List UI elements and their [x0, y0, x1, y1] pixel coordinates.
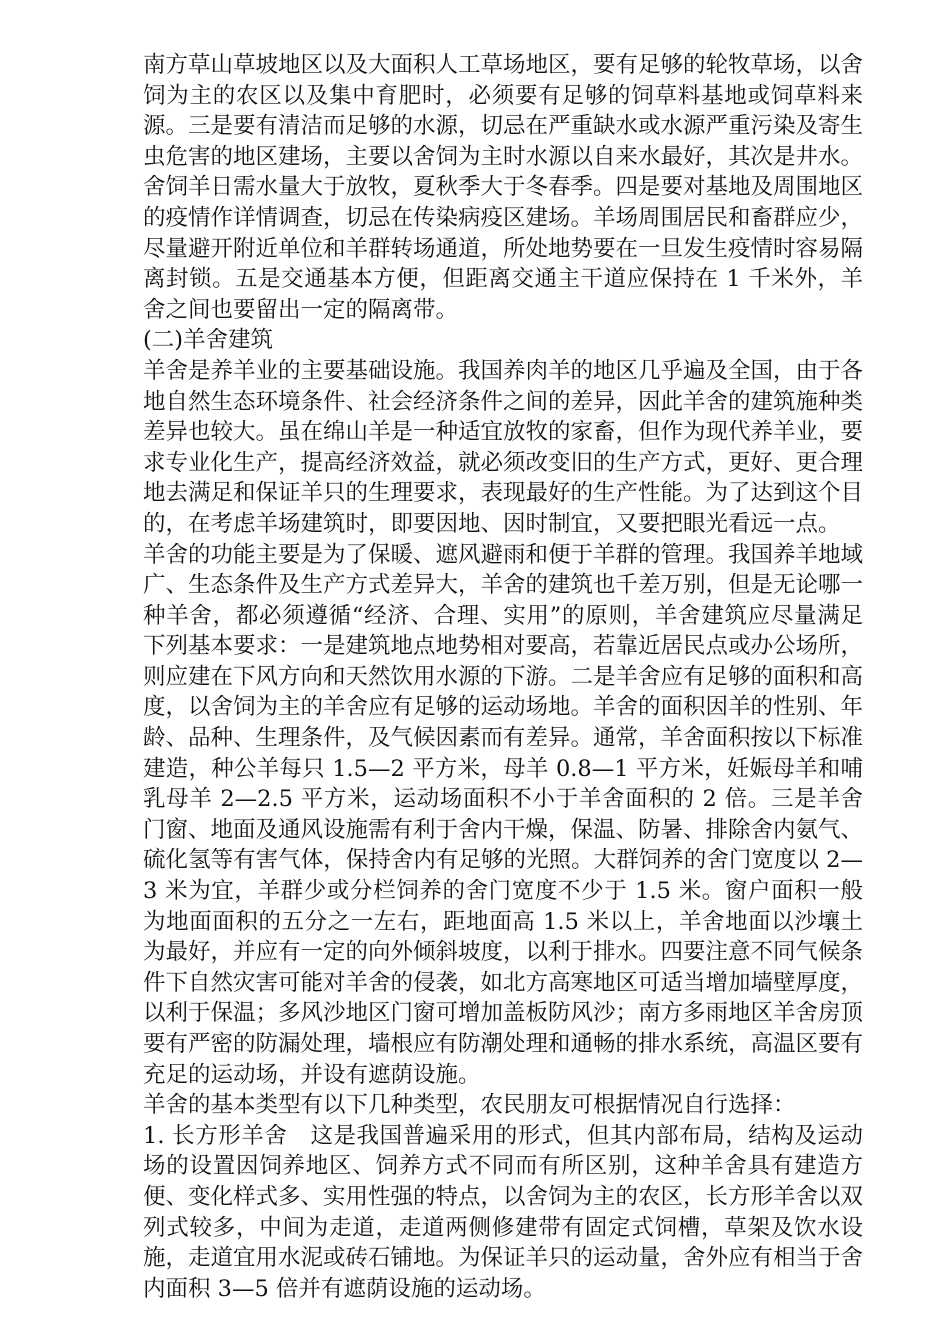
paragraph-rectangular-house: 1. 长方形羊舍 这是我国普遍采用的形式，但其内部布局，结构及运动场的设置因饲养地区、饲养方式不同而有所区别，这种羊舍具有建造方便、变化样式多、实用性强的特点，以舍饲为主的农区，长方形羊舍以双列式较多，中间为走道，走道两侧修建带有固定式饲槽，草架及饮水设施，走道宜用水泥或砖石铺地。为保证羊只的运动量，舍外应有相当于舍内面积 3—5 倍并有遮荫设施的运动场。 [143, 1122, 864, 1302]
paragraph-sheep-house-function: 羊舍的功能主要是为了保暖、遮风避雨和便于羊群的管理。我国养羊地域广、生态条件及生产方式差异大，羊舍的建筑也千差万别，但是无论哪一种羊舍，都必须遵循“经济、合理、实用”的原则，羊舍建筑应尽量满足下列基本要求：一是建筑地点地势相对要高，若靠近居民点或办公场所，则应建在下风方向和天然饮用水源的下游。二是羊舍应有足够的面积和高度，以舍饲为主的羊舍应有足够的运动场地。羊舍的面积因羊的性别、年龄、品种、生理条件，及气候因素而有差异。通常，羊舍面积按以下标准建造，种公羊每只 1.5—2 平方米，母羊 0.8—1 平方米，妊娠母羊和哺乳母羊 2—2.5 平方米，运动场面积不小于羊舍面积的 2 倍。三是羊舍门窗、地面及通风设施需有利于舍内干燥，保温、防暑、排除舍内氨气、硫化氢等有害气体，保持舍内有足够的光照。大群饲养的舍门宽度以 2—3 米为宜，羊群少或分栏饲养的舍门宽度不少于 1.5 米。窗户面积一般为地面面积的五分之一左右，距地面高 1.5 米以上，羊舍地面以沙壤土为最好，并应有一定的向外倾斜坡度，以利于排水。四要注意不同气候条件下自然灾害可能对羊舍的侵袭，如北方高寒地区可适当增加墙壁厚度，以利于保温；多风沙地区门窗可增加盖板防风沙；南方多雨地区羊舍房顶要有严密的防漏处理，墙根应有防潮处理和通畅的排水系统，高温区要有充足的运动场，并设有遮荫设施。 [143, 541, 864, 1088]
paragraph-sheep-house-intro: 羊舍是养羊业的主要基础设施。我国养肉羊的地区几乎遍及全国，由于各地自然生态环境条件、社会经济条件之间的差异，因此羊舍的建筑施种类差异也较大。虽在绵山羊是一种适宜放牧的家畜，但作为现代养羊业，要求专业化生产，提高经济效益，就必须改变旧的生产方式，更好、更合理地去满足和保证羊只的生理要求，表现最好的生产性能。为了达到这个目的，在考虑羊场建筑时，即要因地、因时制宜，又要把眼光看远一点。 [143, 357, 864, 537]
section-heading-sheep-house: (二)羊舍建筑 [143, 327, 274, 354]
paragraph-site-requirements: 南方草山草坡地区以及大面积人工草场地区，要有足够的轮牧草场，以舍饲为主的农区以及集中育肥时，必须要有足够的饲草料基地或饲草料来源。三是要有清洁而足够的水源，切忌在严重缺水或水源严重污染及寄生虫危害的地区建场，主要以舍饲为主时水源以自来水最好，其次是井水。舍饲羊日需水量大于放牧，夏秋季大于冬春季。四是要对基地及周围地区的疫情作详情调查，切忌在传染病疫区建场。羊场周围居民和畜群应少，尽量避开附近单位和羊群转场通道，所处地势要在一旦发生疫情时容易隔离封锁。五是交通基本方便，但距离交通主干道应保持在 1 千米外，羊舍之间也要留出一定的隔离带。 [143, 52, 864, 323]
document-page [143, 50, 863, 1304]
paragraph-sheep-house-types: 羊舍的基本类型有以下几种类型，农民朋友可根据情况自行选择： [143, 1092, 796, 1119]
